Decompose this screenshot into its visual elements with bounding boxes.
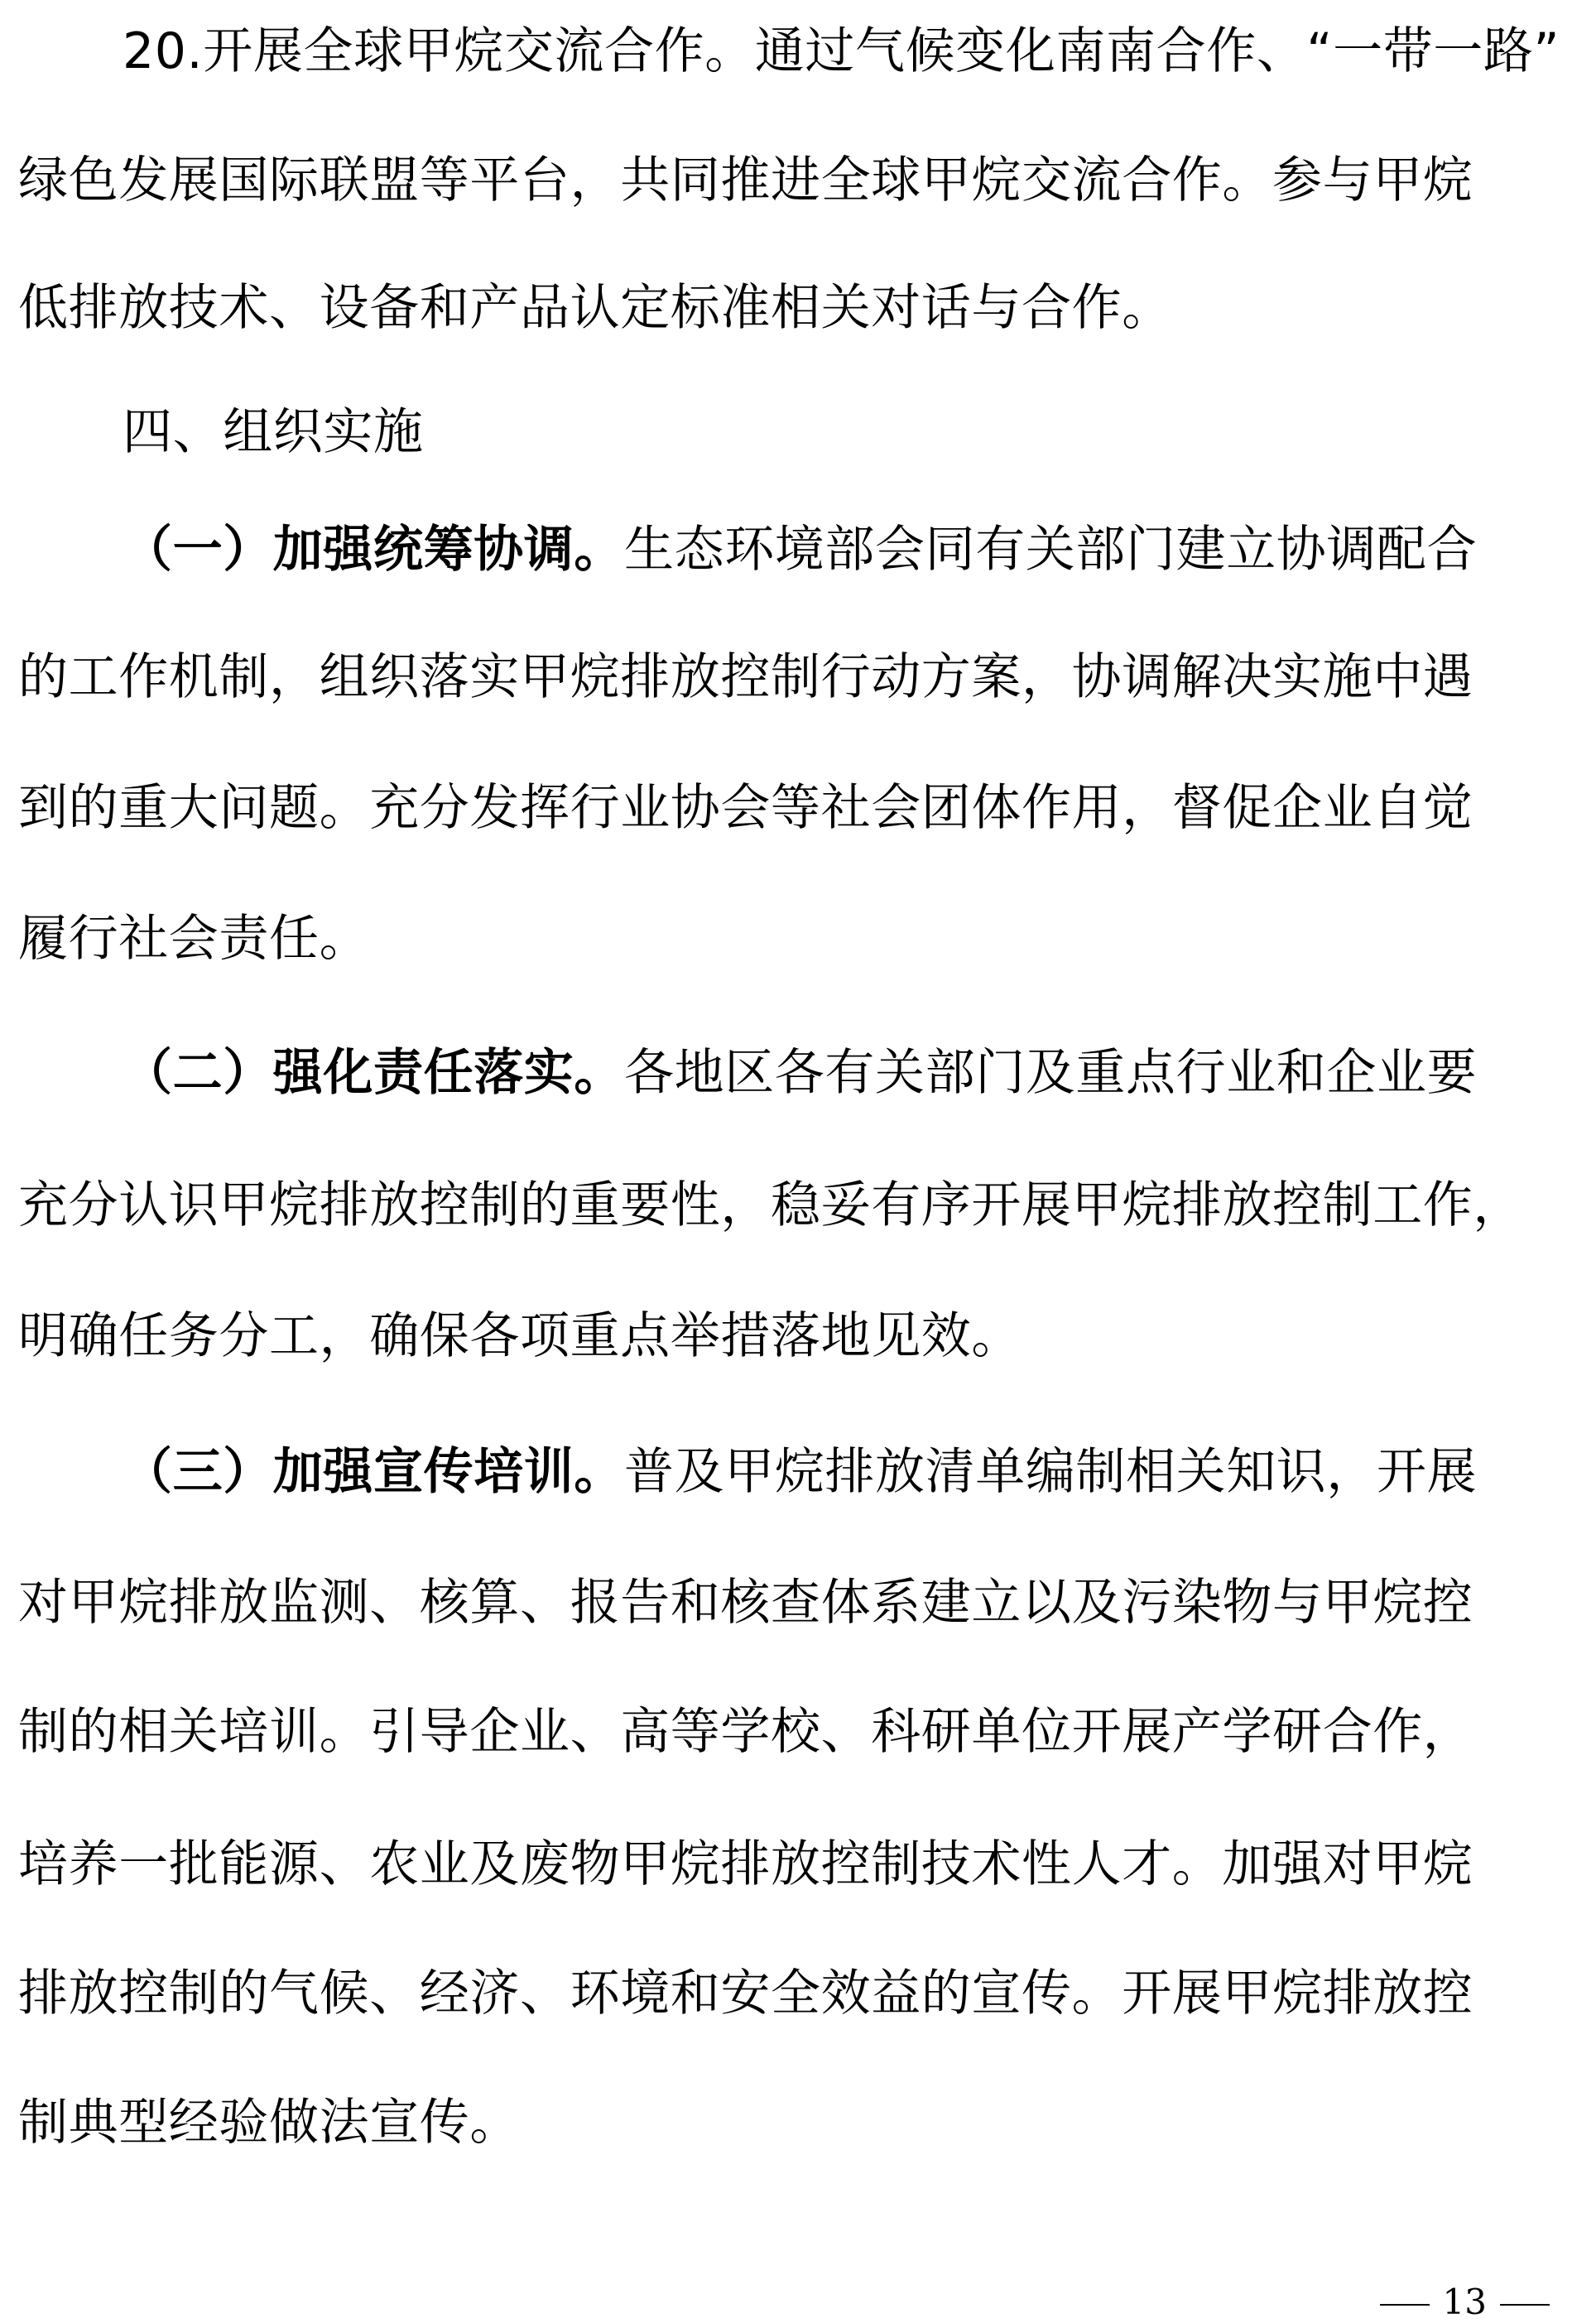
item-2-line-2: 充分认识甲烷排放控制的重要性，稳妥有序开展甲烷排放控制工作， [18, 1176, 1523, 1234]
footer-dash-left [1380, 2304, 1430, 2306]
page-number: 13 [1442, 2282, 1487, 2322]
item-2-line-3: 明确任务分工，确保各项重点举措落地见效。 [18, 1307, 1022, 1365]
item-3-line-6: 制典型经验做法宣传。 [18, 2094, 520, 2152]
footer-dash-right [1500, 2304, 1550, 2306]
item-3-line-3: 制的相关培训。引导企业、高等学校、科研单位开展产学研合作， [18, 1703, 1473, 1761]
item-3-line-2: 对甲烷排放监测、核算、报告和核查体系建立以及污染物与甲烷控 [18, 1574, 1473, 1632]
item-2-line-1-text: 各地区各有关部门及重点行业和企业要 [624, 1044, 1478, 1102]
item-1-line-3: 到的重大问题。充分发挥行业协会等社会团体作用，督促企业自觉 [18, 779, 1473, 837]
item-1-line-1 [123, 517, 1477, 583]
item-2-heading: （二）强化责任落实。 [123, 1044, 624, 1102]
item-3-line-4: 培养一批能源、农业及废物甲烷排放控制技术性人才。加强对甲烷 [18, 1835, 1473, 1893]
item-1-line-4: 履行社会责任。 [18, 910, 370, 968]
section-heading: 四、组织实施 [123, 403, 424, 461]
item-1-line-2: 的工作机制，组织落实甲烷排放控制行动方案，协调解决实施中遇 [18, 648, 1473, 706]
page-number-footer [1367, 2282, 1563, 2323]
paragraph-20-line-3: 低排放技术、设备和产品认定标准相关对话与合作。 [18, 279, 1172, 337]
paragraph-20-line-1: 20.开展全球甲烷交流合作。通过气候变化南南合作、“一带一路” [123, 22, 1560, 80]
item-3-line-5: 排放控制的气候、经济、环境和安全效益的宣传。开展甲烷排放控 [18, 1965, 1473, 2022]
item-1-line-1-text: 生态环境部会同有关部门建立协调配合 [624, 521, 1478, 579]
item-2-line-1 [123, 1040, 1477, 1106]
document-page [18, 0, 1563, 2318]
paragraph-20-line-2: 绿色发展国际联盟等平台，共同推进全球甲烷交流合作。参与甲烷 [18, 152, 1473, 209]
item-3-line-1 [123, 1439, 1477, 1505]
item-3-line-1-text: 普及甲烷排放清单编制相关知识，开展 [624, 1443, 1478, 1501]
item-3-heading: （三）加强宣传培训。 [123, 1443, 624, 1501]
item-1-heading: （一）加强统筹协调。 [123, 521, 624, 579]
